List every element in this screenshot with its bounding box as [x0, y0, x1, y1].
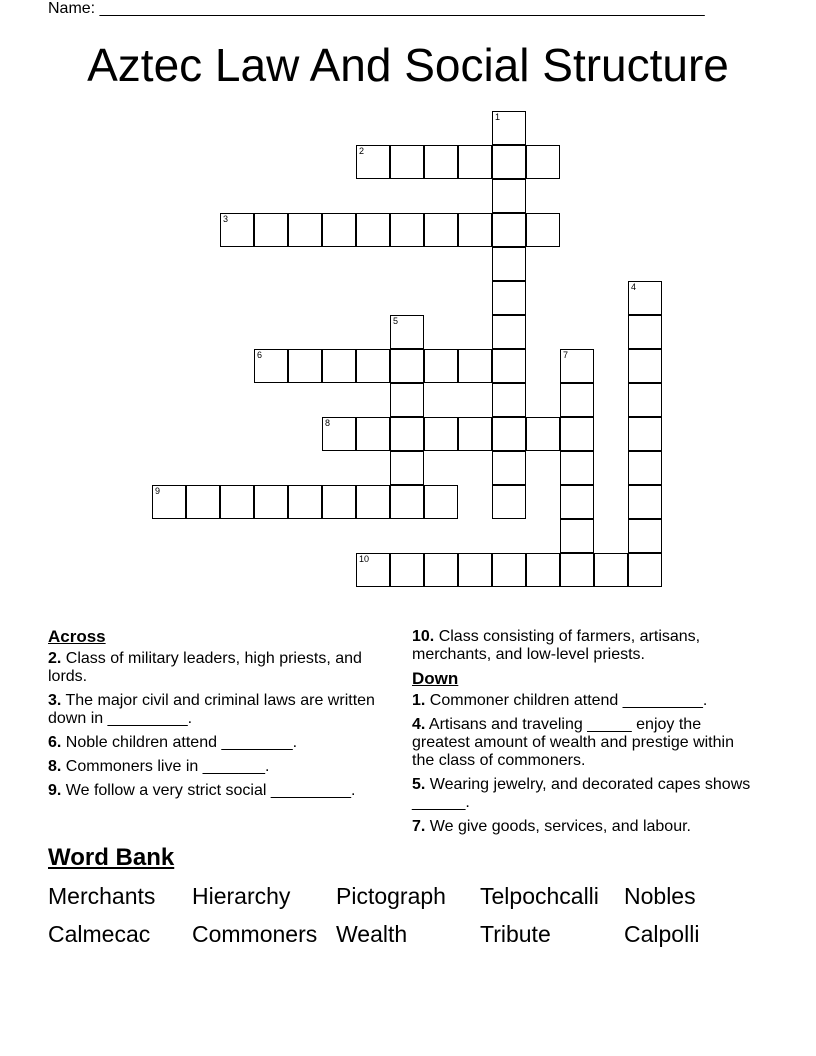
- crossword-cell[interactable]: [560, 349, 594, 383]
- crossword-cell[interactable]: [390, 349, 424, 383]
- crossword-cell[interactable]: [492, 111, 526, 145]
- crossword-cell[interactable]: [458, 349, 492, 383]
- crossword-cell[interactable]: [390, 417, 424, 451]
- word-bank-item: Tribute: [480, 921, 551, 947]
- clue-number-label: 2: [359, 146, 365, 156]
- clue-text: Noble children attend ________.: [61, 734, 298, 751]
- crossword-cell[interactable]: [322, 417, 356, 451]
- word-bank-item: Calpolli: [624, 921, 700, 947]
- crossword-cell[interactable]: [390, 485, 424, 519]
- crossword-cell[interactable]: [356, 145, 390, 179]
- crossword-cell[interactable]: [492, 349, 526, 383]
- clue-text: Class of military leaders, high priests, and lords.: [48, 650, 362, 685]
- across-heading: Across: [48, 627, 106, 646]
- crossword-cell[interactable]: [322, 349, 356, 383]
- clue-number: 3.: [48, 692, 62, 709]
- clue-across-10: [412, 628, 752, 664]
- clue-text: Commoner children attend _________.: [425, 692, 708, 709]
- clue-number: 9.: [48, 782, 62, 799]
- clue-number-label: 5: [393, 316, 399, 326]
- crossword-cell[interactable]: [322, 213, 356, 247]
- crossword-cell[interactable]: [288, 349, 322, 383]
- word-bank-item: Wealth: [336, 921, 408, 947]
- crossword-cell[interactable]: [254, 349, 288, 383]
- crossword-cell[interactable]: [560, 485, 594, 519]
- clue-number: 1.: [412, 692, 426, 709]
- crossword-cell[interactable]: [628, 349, 662, 383]
- crossword-cell[interactable]: [492, 417, 526, 451]
- crossword-cell[interactable]: [356, 213, 390, 247]
- clue-across-9: [48, 782, 378, 800]
- crossword-cell[interactable]: [356, 417, 390, 451]
- crossword-cell[interactable]: [628, 417, 662, 451]
- crossword-cell[interactable]: [492, 383, 526, 417]
- crossword-cell[interactable]: [390, 451, 424, 485]
- clue-text: Artisans and traveling _____ enjoy the greatest amount of wealth and prestige within the class of commoners.: [412, 716, 734, 769]
- word-bank-title: Word Bank: [48, 844, 175, 871]
- word-bank-item: Nobles: [624, 883, 696, 909]
- crossword-cell[interactable]: [560, 417, 594, 451]
- name-field[interactable]: Name: ____________________________________________________________________: [48, 0, 705, 17]
- crossword-cell[interactable]: [492, 451, 526, 485]
- clue-text: The major civil and criminal laws are written down in _________.: [48, 692, 375, 727]
- crossword-cell[interactable]: [458, 417, 492, 451]
- crossword-cell[interactable]: [424, 349, 458, 383]
- crossword-cell[interactable]: [492, 145, 526, 179]
- clue-number: 6.: [48, 734, 62, 751]
- clue-text: Commoners live in _______.: [61, 758, 270, 775]
- clue-text: We follow a very strict social _________.: [61, 782, 356, 799]
- crossword-cell[interactable]: [220, 213, 254, 247]
- crossword-cell[interactable]: [526, 213, 560, 247]
- crossword-cell[interactable]: [492, 247, 526, 281]
- clue-number: 10.: [412, 628, 435, 645]
- crossword-cell[interactable]: [356, 553, 390, 587]
- clue-number-label: 1: [495, 112, 501, 122]
- crossword-cell[interactable]: [492, 281, 526, 315]
- crossword-cell[interactable]: [458, 213, 492, 247]
- word-bank-item: Calmecac: [48, 921, 151, 947]
- across-clues: [48, 628, 378, 806]
- crossword-cell[interactable]: [492, 213, 526, 247]
- down-heading: Down: [412, 669, 459, 688]
- crossword-cell[interactable]: [492, 315, 526, 349]
- crossword-cell[interactable]: [628, 383, 662, 417]
- clue-number-label: 6: [257, 350, 263, 360]
- down-clues: [412, 628, 752, 842]
- word-bank-item: Telpochcalli: [480, 883, 599, 909]
- crossword-cell[interactable]: [526, 417, 560, 451]
- crossword-cell[interactable]: [186, 485, 220, 519]
- clue-across-3: [48, 692, 378, 728]
- clue-number-label: 8: [325, 418, 331, 428]
- clue-number: 5.: [412, 776, 426, 793]
- crossword-cell[interactable]: [628, 485, 662, 519]
- clue-number-label: 4: [631, 282, 637, 292]
- crossword-cell[interactable]: [390, 145, 424, 179]
- crossword-cell[interactable]: [288, 213, 322, 247]
- clue-number: 2.: [48, 650, 62, 667]
- crossword-cell[interactable]: [220, 485, 254, 519]
- clue-down-7: [412, 818, 752, 836]
- crossword-cell[interactable]: [628, 519, 662, 553]
- clue-number: 4.: [412, 716, 426, 733]
- crossword-cell[interactable]: [356, 349, 390, 383]
- crossword-cell[interactable]: [424, 145, 458, 179]
- crossword-cell[interactable]: [152, 485, 186, 519]
- crossword-cell[interactable]: [322, 485, 356, 519]
- clue-across-2: [48, 650, 378, 686]
- word-bank-item: Merchants: [48, 883, 156, 909]
- word-bank-item: Commoners: [192, 921, 318, 947]
- clue-down-4: [412, 716, 752, 770]
- crossword-cell[interactable]: [628, 553, 662, 587]
- clue-number: 7.: [412, 818, 426, 835]
- crossword-cell[interactable]: [560, 519, 594, 553]
- crossword-cell[interactable]: [356, 485, 390, 519]
- crossword-cell[interactable]: [458, 145, 492, 179]
- clue-text: Class consisting of farmers, artisans, merchants, and low-level priests.: [412, 628, 701, 663]
- clue-number-label: 9: [155, 486, 161, 496]
- crossword-cell[interactable]: [390, 315, 424, 349]
- page-title: Aztec Law And Social Structure: [87, 39, 729, 91]
- crossword-cell[interactable]: [560, 553, 594, 587]
- crossword-cell[interactable]: [628, 315, 662, 349]
- crossword-cell[interactable]: [560, 383, 594, 417]
- crossword-cell[interactable]: [492, 179, 526, 213]
- clue-text: Wearing jewelry, and decorated capes shows ______.: [412, 776, 751, 811]
- word-bank-item: Hierarchy: [192, 883, 291, 909]
- crossword-cell[interactable]: [254, 213, 288, 247]
- word-bank-item: Pictograph: [336, 883, 446, 909]
- word-bank: [48, 882, 768, 948]
- clue-down-1: [412, 692, 752, 710]
- crossword-cell[interactable]: [560, 451, 594, 485]
- crossword-cell[interactable]: [492, 553, 526, 587]
- clue-text: We give goods, services, and labour.: [425, 818, 691, 835]
- crossword-cell[interactable]: [526, 145, 560, 179]
- clue-down-5: [412, 776, 752, 812]
- crossword-cell[interactable]: [390, 553, 424, 587]
- crossword-cell[interactable]: [424, 213, 458, 247]
- crossword-cell[interactable]: [390, 213, 424, 247]
- crossword-cell[interactable]: [424, 553, 458, 587]
- crossword-cell[interactable]: [424, 485, 458, 519]
- crossword-cell[interactable]: [424, 417, 458, 451]
- crossword-cell[interactable]: [254, 485, 288, 519]
- clue-across-8: [48, 758, 378, 776]
- crossword-cell[interactable]: [390, 383, 424, 417]
- crossword-cell[interactable]: [526, 553, 560, 587]
- crossword-cell[interactable]: [628, 281, 662, 315]
- crossword-cell[interactable]: [492, 485, 526, 519]
- clue-number: 8.: [48, 758, 62, 775]
- clue-number-label: 10: [359, 554, 370, 564]
- crossword-cell[interactable]: [628, 451, 662, 485]
- clue-number-label: 7: [563, 350, 569, 360]
- clue-across-6: [48, 734, 378, 752]
- crossword-cell[interactable]: [458, 553, 492, 587]
- crossword-cell[interactable]: [594, 553, 628, 587]
- clue-number-label: 3: [223, 214, 229, 224]
- crossword-cell[interactable]: [288, 485, 322, 519]
